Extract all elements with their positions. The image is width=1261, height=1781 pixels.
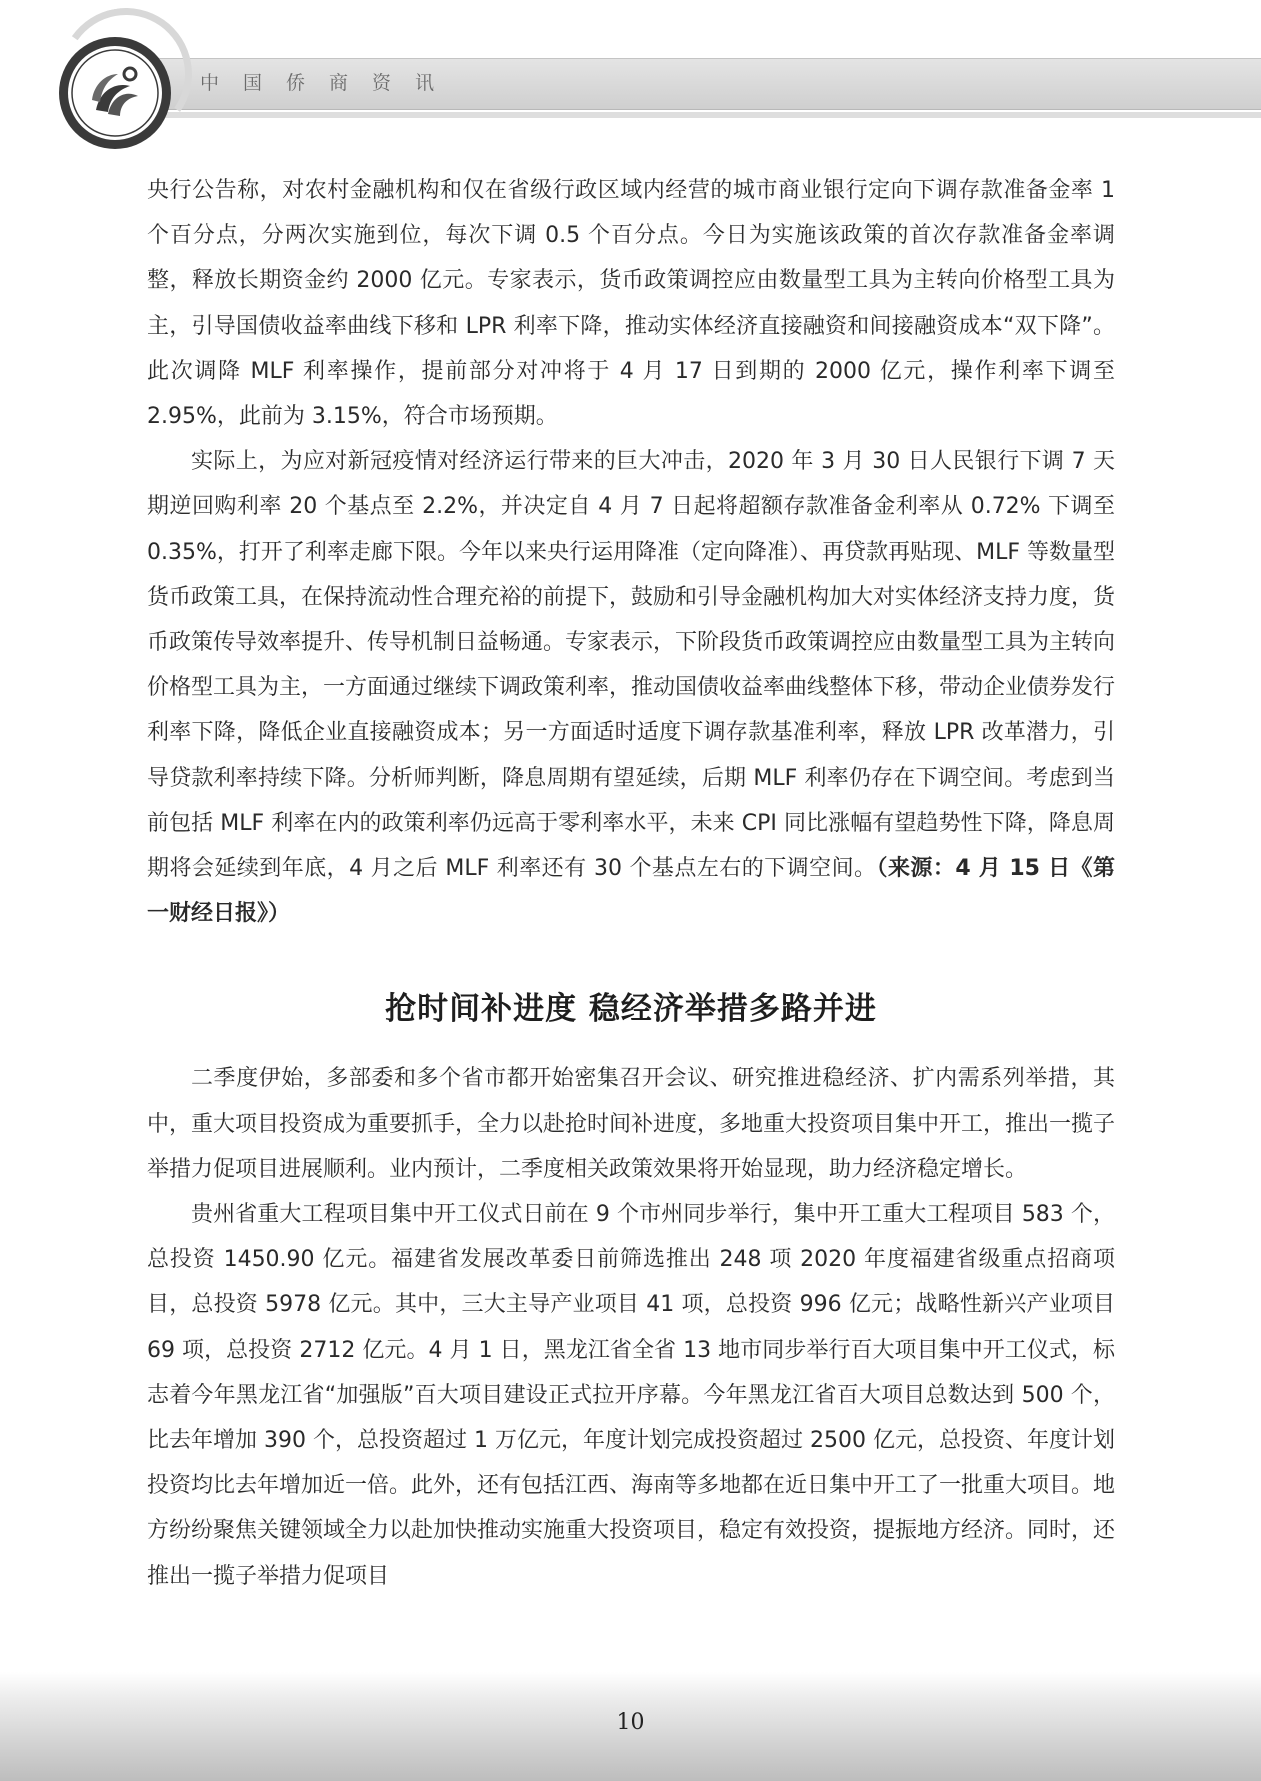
body-text: 实际上，为应对新冠疫情对经济运行带来的巨大冲击，2020 年 3 月 30 日人民银行下调 7 天期逆回购利率 20 个基点至 2.2%，并决定自 4 月 7 日起将超额存款准备金利率从 0.72% 下调至 0.35%，打开了利率走廊下限。今年以来央行运用降准（定向降准）、再贷款再贴现、MLF 等数量型货币政策工具，在保持流动性合理充裕的前提下，鼓励和引导金融机构加大对实体经济支持力度，货币政策传导效率提升、传导机制日益畅通。专家表示，下阶段货币政策调控应由数量型工具为主转向价格型工具为主，一方面通过继续下调政策利率，推动国债收益率曲线整体下移，带动企业债券发行利率下降，降低企业直接融资成本；另一方面适时适度下调存款基准利率，释放 LPR 改革潜力，引导贷款利率持续下降。分析师判断，降息周期有望延续，后期 MLF 利率仍存在下调空间。考虑到当前包括 MLF 利率在内的政策利率仍远高于零利率水平，未来 CPI 同比涨幅有望趋势性下降，降息周期将会延续到年底，4 月之后 MLF 利率还有 30 个基点左右的下调空间。 [147,449,1116,882]
publication-title: 中国侨商资讯 [200,72,459,94]
header-rule [150,112,1261,118]
page-number: 10 [616,1710,645,1735]
body-paragraph: 贵州省重大工程项目集中开工仪式日前在 9 个市州同步举行，集中开工重大工程项目 583 个，总投资 1450.90 亿元。福建省发展改革委日前筛选推出 248 项 2020 年度福建省级重点招商项目，总投资 5978 亿元。其中，三大主导产业项目 41 项，总投资 996 亿元；战略性新兴产业项目 69 项，总投资 2712 亿元。4 月 1 日，黑龙江省全省 13 地市同步举行百大项目集中开工仪式，标志着今年黑龙江省“加强版”百大项目建设正式拉开序幕。今年黑龙江省百大项目总数达到 500 个，比去年增加 390 个，总投资超过 1 万亿元，年度计划完成投资超过 2500 亿元，总投资、年度计划投资均比去年增加近一倍。此外，还有包括江西、海南等多地都在近日集中开工了一批重大项目。地方纷纷聚焦关键领域全力以赴加快推动实施重大投资项目，稳定有效投资，提振地方经济。同时，还推出一揽子举措力促项目 [147,1202,1116,1589]
article-heading: 抢时间补进度 稳经济举措多路并进 [385,991,877,1028]
body-paragraph [147,439,1115,936]
page-content [147,168,1115,1599]
body-paragraph: 央行公告称，对农村金融机构和仅在省级行政区域内经营的城市商业银行定向下调存款准备金率 1 个百分点，分两次实施到位，每次下调 0.5 个百分点。今日为实施该政策的首次存款准备金率调整，释放长期资金约 2000 亿元。专家表示，货币政策调控应由数量型工具为主转向价格型工具为主，引导国债收益率曲线下移和 LPR 利率下降，推动实体经济直接融资和间接融资成本“双下降”。此次调降 MLF 利率操作，提前部分对冲将于 4 月 17 日到期的 2000 亿元，操作利率下调至 2.95%，此前为 3.15%，符合市场预期。 [147,178,1115,430]
body-paragraph: 二季度伊始，多部委和多个省市都开始密集召开会议、研究推进稳经济、扩内需系列举措，其中，重大项目投资成为重要抓手，全力以赴抢时间补进度，多地重大投资项目集中开工，推出一揽子举措力促项目进展顺利。业内预计，二季度相关政策效果将开始显现，助力经济稳定增长。 [147,1066,1116,1182]
federation-logo [56,34,174,152]
source-citation: （来源：4 月 15 日《第一财经日报》） [147,856,1115,927]
